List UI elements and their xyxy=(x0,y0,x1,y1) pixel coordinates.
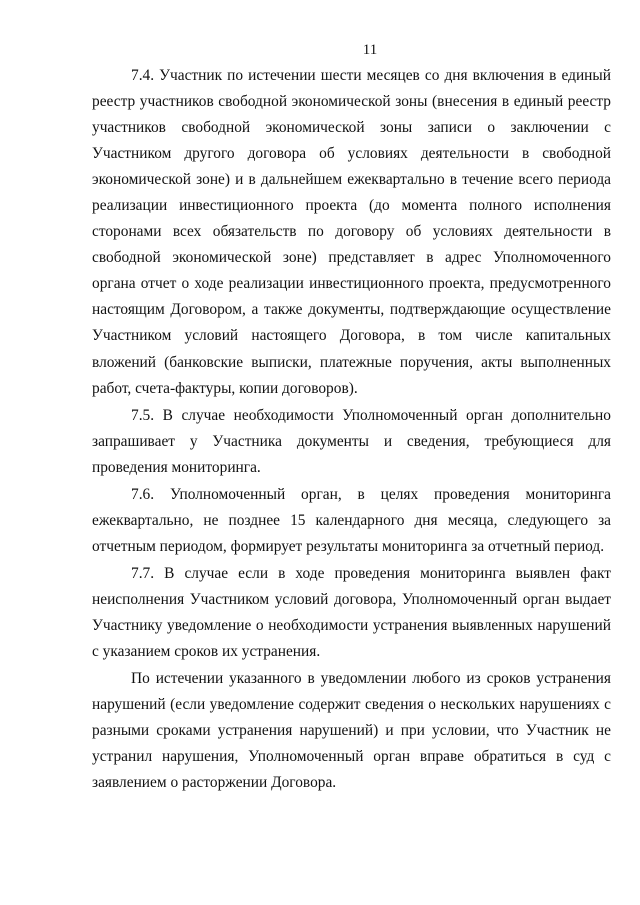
paragraph-7-4: 7.4. Участник по истечении шести месяцев со дня включения в единый реестр участников свободной экономической зоны (внесения в единый реестр участников свободной экономической зоны записи о заключении с Участником другого договора об условиях деятельности в свободной экономической зоне) и в дальнейшем ежеквартально в течение всего периода реализации инвестиционного проекта (до момента полного исполнения сторонами всех обязательств по договору об условиях деятельности в свободной экономической зоне) представляет в адрес Уполномоченного органа отчет о ходе реализации инвестиционного проекта, предусмотренного настоящим Договором, а также документы, подтверждающие осуществление Участником условий настоящего Договора, в том числе капитальных вложений (банковские выписки, платежные поручения, акты выполненных работ, счета-фактуры, копии договоров). xyxy=(92,67,611,397)
paragraph-7-6: 7.6. Уполномоченный орган, в целях проведения мониторинга ежеквартально, не позднее 15 календарного дня месяца, следующего за отчетным периодом, формирует результаты мониторинга за отчетный период. xyxy=(92,485,611,555)
paragraph-7-7-continued: По истечении указанного в уведомлении любого из сроков устранения нарушений (если уведомление содержит сведения о нескольких нарушениях с разными сроками устранения нарушений) и при условии, что Участник не устранил нарушения, Уполномоченный орган вправе обратиться в суд с заявлением о расторжении Договора. xyxy=(92,670,611,792)
paragraph-7-5: 7.5. В случае необходимости Уполномоченный орган дополнительно запрашивает у Участника документы и сведения, требующиеся для проведения мониторинга. xyxy=(92,406,611,476)
page-number: 11 xyxy=(362,42,378,58)
paragraph-7-7: 7.7. В случае если в ходе проведения мониторинга выявлен факт неисполнения Участником условий договора, Уполномоченный орган выдает Участнику уведомление о необходимости устранения выявленных нарушений с указанием сроков их устранения. xyxy=(92,564,611,661)
document-body xyxy=(92,63,611,796)
